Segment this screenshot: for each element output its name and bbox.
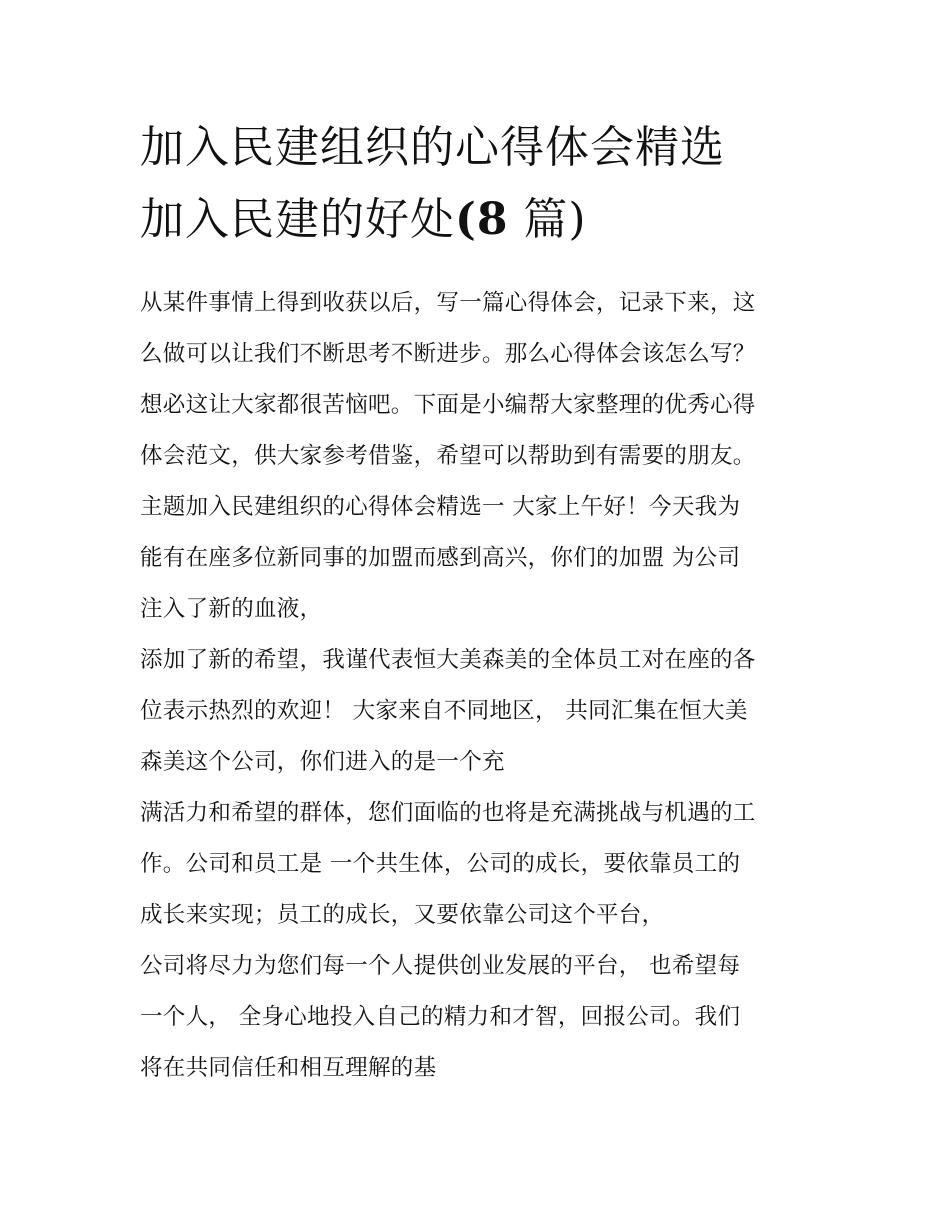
title-line-1: 加入民建组织的心得体会精选: [140, 122, 725, 173]
body-line: 公司将尽力为您们每一个人提供创业发展的平台， 也希望每: [140, 953, 741, 979]
title-line-2-prefix: 加入民建的好处: [140, 194, 455, 245]
body-line: 体会范文，供大家参考借鉴，希望可以帮助到有需要的朋友。: [140, 443, 756, 469]
body-line: 位表示热烈的欢迎！ 大家来自不同地区， 共同汇集在恒大美: [140, 698, 748, 724]
body-line: 从某件事情上得到收获以后，写一篇心得体会，记录下来，这: [140, 290, 756, 316]
body-line: 满活力和希望的群体，您们面临的也将是充满挑战与机遇的工: [140, 800, 756, 826]
document-body: [140, 278, 830, 1094]
title-line-2-suffix: 篇): [508, 194, 587, 245]
body-line: 想必这让大家都很苦恼吧。下面是小编帮大家整理的优秀心得: [140, 392, 756, 418]
document-title: [140, 112, 830, 256]
document-page: [140, 112, 830, 1094]
body-line: 添加了新的希望，我谨代表恒大美森美的全体员工对在座的各: [140, 647, 756, 673]
body-line: 主题加入民建组织的心得体会精选一 大家上午好！今天我为: [140, 494, 741, 520]
body-line: 一个人， 全身心地投入自己的精力和才智，回报公司。我们: [140, 1004, 741, 1030]
body-line: 成长来实现；员工的成长，又要依靠公司这个平台，: [140, 902, 665, 928]
title-line-2: [140, 184, 830, 256]
body-line: 注入了新的血液，: [140, 596, 323, 622]
body-line: 能有在座多位新同事的加盟而感到高兴，你们的加盟 为公司: [140, 545, 741, 571]
body-line: 森美这个公司，你们进入的是一个充: [140, 749, 505, 775]
body-line: 将在共同信任和相互理解的基: [140, 1055, 437, 1081]
body-line: 作。公司和员工是 一个共生体，公司的成长，要依靠员工的: [140, 851, 741, 877]
body-line: 么做可以让我们不断思考不断进步。那么心得体会该怎么写？: [140, 341, 756, 367]
title-line-2-bold: (8: [455, 194, 509, 245]
